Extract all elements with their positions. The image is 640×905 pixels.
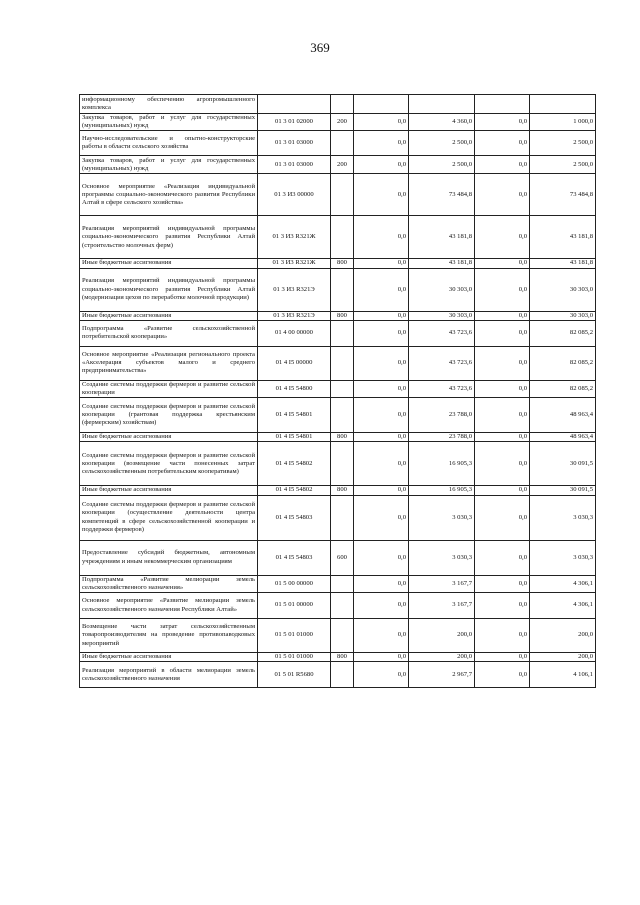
row-target-code: 01 5 01 00000 <box>258 593 331 619</box>
row-value-4: 1 000,0 <box>530 114 596 131</box>
row-value-2: 3 030,3 <box>409 495 475 540</box>
row-name: Иные бюджетные ассигнования <box>80 433 258 442</box>
row-value-2: 30 303,0 <box>409 311 475 320</box>
row-target-code: 01 3 01 03000 <box>258 156 331 174</box>
row-expense-type <box>331 398 354 433</box>
row-value-1: 0,0 <box>354 114 409 131</box>
row-value-2: 30 303,0 <box>409 268 475 311</box>
row-value-4: 200,0 <box>530 653 596 662</box>
row-value-3: 0,0 <box>475 131 530 156</box>
row-value-1: 0,0 <box>354 346 409 380</box>
row-target-code: 01 5 01 01000 <box>258 653 331 662</box>
row-target-code: 01 3 01 02000 <box>258 114 331 131</box>
row-expense-type: 800 <box>331 433 354 442</box>
row-value-1: 0,0 <box>354 540 409 575</box>
row-expense-type: 600 <box>331 540 354 575</box>
page-number: 369 <box>310 40 330 55</box>
row-value-4: 3 030,3 <box>530 540 596 575</box>
row-value-2: 2 500,0 <box>409 131 475 156</box>
row-value-1: 0,0 <box>354 268 409 311</box>
row-value-1: 0,0 <box>354 380 409 397</box>
table-row <box>80 131 596 156</box>
row-target-code: 01 4 I5 54801 <box>258 433 331 442</box>
row-expense-type <box>331 575 354 592</box>
table-row <box>80 216 596 259</box>
row-value-2: 3 167,7 <box>409 575 475 592</box>
row-name: Иные бюджетные ассигнования <box>80 653 258 662</box>
row-expense-type <box>331 131 354 156</box>
row-value-3: 0,0 <box>475 259 530 268</box>
row-value-2: 43 181,8 <box>409 259 475 268</box>
row-name: Подпрограмма «Развитие мелиорации земель сельскохозяйственного назначения» <box>80 575 258 592</box>
row-expense-type <box>331 619 354 653</box>
table-row <box>80 259 596 268</box>
row-value-1: 0,0 <box>354 216 409 259</box>
row-value-4: 48 963,4 <box>530 398 596 433</box>
row-expense-type <box>331 593 354 619</box>
table-row <box>80 398 596 433</box>
row-value-1: 0,0 <box>354 433 409 442</box>
row-value-3: 0,0 <box>475 593 530 619</box>
table-row <box>80 380 596 397</box>
row-value-1: 0,0 <box>354 311 409 320</box>
row-name: Создание системы поддержки фермеров и развитие сельской кооперации (осуществление деятельности центра компетенций в сфере сельскохозяйственной кооперации и поддержки фермеров) <box>80 495 258 540</box>
row-value-1: 0,0 <box>354 575 409 592</box>
row-value-3: 0,0 <box>475 619 530 653</box>
row-value-3: 0,0 <box>475 540 530 575</box>
row-value-3: 0,0 <box>475 653 530 662</box>
row-value-4: 73 484,8 <box>530 174 596 216</box>
table-row <box>80 662 596 688</box>
row-value-3: 0,0 <box>475 156 530 174</box>
row-expense-type: 800 <box>331 311 354 320</box>
row-value-4: 4 106,1 <box>530 662 596 688</box>
row-value-3: 0,0 <box>475 380 530 397</box>
row-value-2: 3 030,3 <box>409 540 475 575</box>
row-name: Создание системы поддержки фермеров и развитие сельской кооперации (возмещение части понесенных затрат сельскохозяйственным потребительским кооперативам) <box>80 442 258 486</box>
row-expense-type: 800 <box>331 486 354 495</box>
table-row <box>80 268 596 311</box>
row-name: Закупка товаров, работ и услуг для государственных (муниципальных) нужд <box>80 114 258 131</box>
row-expense-type <box>331 442 354 486</box>
row-value-3: 0,0 <box>475 216 530 259</box>
row-target-code: 01 4 I5 54803 <box>258 495 331 540</box>
row-value-4: 4 306,1 <box>530 575 596 592</box>
row-expense-type: 800 <box>331 653 354 662</box>
row-value-4: 30 091,5 <box>530 442 596 486</box>
row-value-3: 0,0 <box>475 268 530 311</box>
row-value-1: 0,0 <box>354 619 409 653</box>
row-value-3: 0,0 <box>475 433 530 442</box>
row-value-1 <box>354 95 409 114</box>
row-value-2: 16 905,3 <box>409 486 475 495</box>
row-value-3: 0,0 <box>475 311 530 320</box>
row-value-4: 30 091,5 <box>530 486 596 495</box>
row-value-2: 4 360,0 <box>409 114 475 131</box>
table-row <box>80 174 596 216</box>
row-value-2: 43 723,6 <box>409 320 475 346</box>
row-target-code: 01 4 00 00000 <box>258 320 331 346</box>
row-target-code: 01 4 I5 00000 <box>258 346 331 380</box>
row-value-1: 0,0 <box>354 174 409 216</box>
row-value-1: 0,0 <box>354 486 409 495</box>
row-target-code: 01 4 I5 54801 <box>258 398 331 433</box>
row-target-code: 01 5 00 00000 <box>258 575 331 592</box>
row-value-4: 43 181,8 <box>530 259 596 268</box>
row-value-3: 0,0 <box>475 114 530 131</box>
row-value-4: 82 085,2 <box>530 346 596 380</box>
row-value-3: 0,0 <box>475 495 530 540</box>
row-target-code: 01 4 I5 54803 <box>258 540 331 575</box>
row-expense-type <box>331 95 354 114</box>
row-value-3: 0,0 <box>475 662 530 688</box>
row-target-code: 01 4 I5 54800 <box>258 380 331 397</box>
row-value-4: 82 085,2 <box>530 320 596 346</box>
table-row <box>80 486 596 495</box>
row-expense-type <box>331 346 354 380</box>
row-value-1: 0,0 <box>354 662 409 688</box>
row-value-4: 2 500,0 <box>530 156 596 174</box>
row-value-3 <box>475 95 530 114</box>
row-value-3: 0,0 <box>475 398 530 433</box>
row-target-code: 01 3 И3 00000 <box>258 174 331 216</box>
row-target-code: 01 5 01 R5680 <box>258 662 331 688</box>
row-value-1: 0,0 <box>354 593 409 619</box>
table-row <box>80 540 596 575</box>
row-value-3: 0,0 <box>475 174 530 216</box>
row-value-4: 2 500,0 <box>530 131 596 156</box>
table-row <box>80 653 596 662</box>
row-value-2: 2 500,0 <box>409 156 475 174</box>
row-target-code: 01 3 01 03000 <box>258 131 331 156</box>
row-name: Подпрограмма «Развитие сельскохозяйственной потребительской кооперации» <box>80 320 258 346</box>
row-value-2: 43 181,8 <box>409 216 475 259</box>
row-target-code: 01 4 I5 54802 <box>258 442 331 486</box>
row-value-2: 200,0 <box>409 619 475 653</box>
row-target-code: 01 3 И3 R321Э <box>258 268 331 311</box>
row-name: Создание системы поддержки фермеров и развитие сельской кооперации (грантовая поддержка крестьянским (фермерским) хозяйствам) <box>80 398 258 433</box>
row-value-2: 2 967,7 <box>409 662 475 688</box>
row-target-code: 01 3 И3 R321Э <box>258 311 331 320</box>
row-expense-type <box>331 662 354 688</box>
row-value-3: 0,0 <box>475 575 530 592</box>
row-expense-type <box>331 320 354 346</box>
row-value-4: 30 303,0 <box>530 268 596 311</box>
row-expense-type: 800 <box>331 259 354 268</box>
row-name: Основное мероприятие «Реализация регионального проекта «Акселерация субъектов малого и среднего предпринимательства» <box>80 346 258 380</box>
row-target-code: 01 5 01 01000 <box>258 619 331 653</box>
table-row <box>80 619 596 653</box>
row-expense-type <box>331 174 354 216</box>
row-value-2: 73 484,8 <box>409 174 475 216</box>
table-row <box>80 156 596 174</box>
row-value-2: 23 788,0 <box>409 398 475 433</box>
table-row <box>80 575 596 592</box>
row-target-code <box>258 95 331 114</box>
row-name: Основное мероприятие «Реализация индивидуальной программы социально-экономического развития Республики Алтай в сфере сельского хозяйства» <box>80 174 258 216</box>
row-name: Иные бюджетные ассигнования <box>80 311 258 320</box>
row-value-3: 0,0 <box>475 442 530 486</box>
row-name: Иные бюджетные ассигнования <box>80 486 258 495</box>
budget-table <box>79 94 596 688</box>
row-name: Предоставление субсидий бюджетным, автономным учреждениям и иным некоммерческим организациям <box>80 540 258 575</box>
row-value-4: 200,0 <box>530 619 596 653</box>
table-row <box>80 320 596 346</box>
row-value-4: 82 085,2 <box>530 380 596 397</box>
row-target-code: 01 4 I5 54802 <box>258 486 331 495</box>
row-value-1: 0,0 <box>354 156 409 174</box>
row-value-4: 3 030,3 <box>530 495 596 540</box>
row-value-4 <box>530 95 596 114</box>
row-name: Создание системы поддержки фермеров и развитие сельской кооперации <box>80 380 258 397</box>
row-name: Основное мероприятие «Развитие мелиорации земель сельскохозяйственного назначения Республики Алтай» <box>80 593 258 619</box>
row-value-3: 0,0 <box>475 320 530 346</box>
row-name: информационному обеспечению агропромышленного комплекса <box>80 95 258 114</box>
row-value-2: 23 788,0 <box>409 433 475 442</box>
table-row <box>80 311 596 320</box>
row-name: Закупка товаров, работ и услуг для государственных (муниципальных) нужд <box>80 156 258 174</box>
row-name: Реализация мероприятий в области мелиорации земель сельскохозяйственного назначения <box>80 662 258 688</box>
row-value-1: 0,0 <box>354 653 409 662</box>
row-expense-type: 200 <box>331 156 354 174</box>
row-value-1: 0,0 <box>354 495 409 540</box>
row-value-2: 16 905,3 <box>409 442 475 486</box>
row-value-2: 200,0 <box>409 653 475 662</box>
row-value-3: 0,0 <box>475 486 530 495</box>
table-row <box>80 442 596 486</box>
row-value-2: 43 723,6 <box>409 346 475 380</box>
row-expense-type <box>331 268 354 311</box>
table-row <box>80 593 596 619</box>
row-expense-type <box>331 495 354 540</box>
row-value-1: 0,0 <box>354 398 409 433</box>
row-value-2 <box>409 95 475 114</box>
row-value-2: 3 167,7 <box>409 593 475 619</box>
row-value-3: 0,0 <box>475 346 530 380</box>
table-row <box>80 433 596 442</box>
row-value-1: 0,0 <box>354 259 409 268</box>
row-name: Реализация мероприятий индивидуальной программы социально-экономического развития Республики Алтай (модернизация цехов по переработке молочной продукции) <box>80 268 258 311</box>
row-target-code: 01 3 И3 R321Ж <box>258 259 331 268</box>
row-expense-type <box>331 216 354 259</box>
row-value-4: 48 963,4 <box>530 433 596 442</box>
row-name: Научно-исследовательские и опытно-конструкторские работы в области сельского хозяйства <box>80 131 258 156</box>
row-value-2: 43 723,6 <box>409 380 475 397</box>
table-row <box>80 95 596 114</box>
table-row <box>80 346 596 380</box>
row-target-code: 01 3 И3 R321Ж <box>258 216 331 259</box>
table-row <box>80 495 596 540</box>
row-name: Иные бюджетные ассигнования <box>80 259 258 268</box>
row-name: Реализация мероприятий индивидуальной программы социально-экономического развития Республики Алтай (строительство молочных ферм) <box>80 216 258 259</box>
table-row <box>80 114 596 131</box>
row-value-4: 43 181,8 <box>530 216 596 259</box>
row-expense-type <box>331 380 354 397</box>
row-value-1: 0,0 <box>354 442 409 486</box>
row-value-4: 30 303,0 <box>530 311 596 320</box>
row-name: Возмещение части затрат сельскохозяйственным товаропроизводителям на проведение противопаводковых мероприятий <box>80 619 258 653</box>
row-expense-type: 200 <box>331 114 354 131</box>
row-value-1: 0,0 <box>354 320 409 346</box>
row-value-4: 4 306,1 <box>530 593 596 619</box>
row-value-1: 0,0 <box>354 131 409 156</box>
